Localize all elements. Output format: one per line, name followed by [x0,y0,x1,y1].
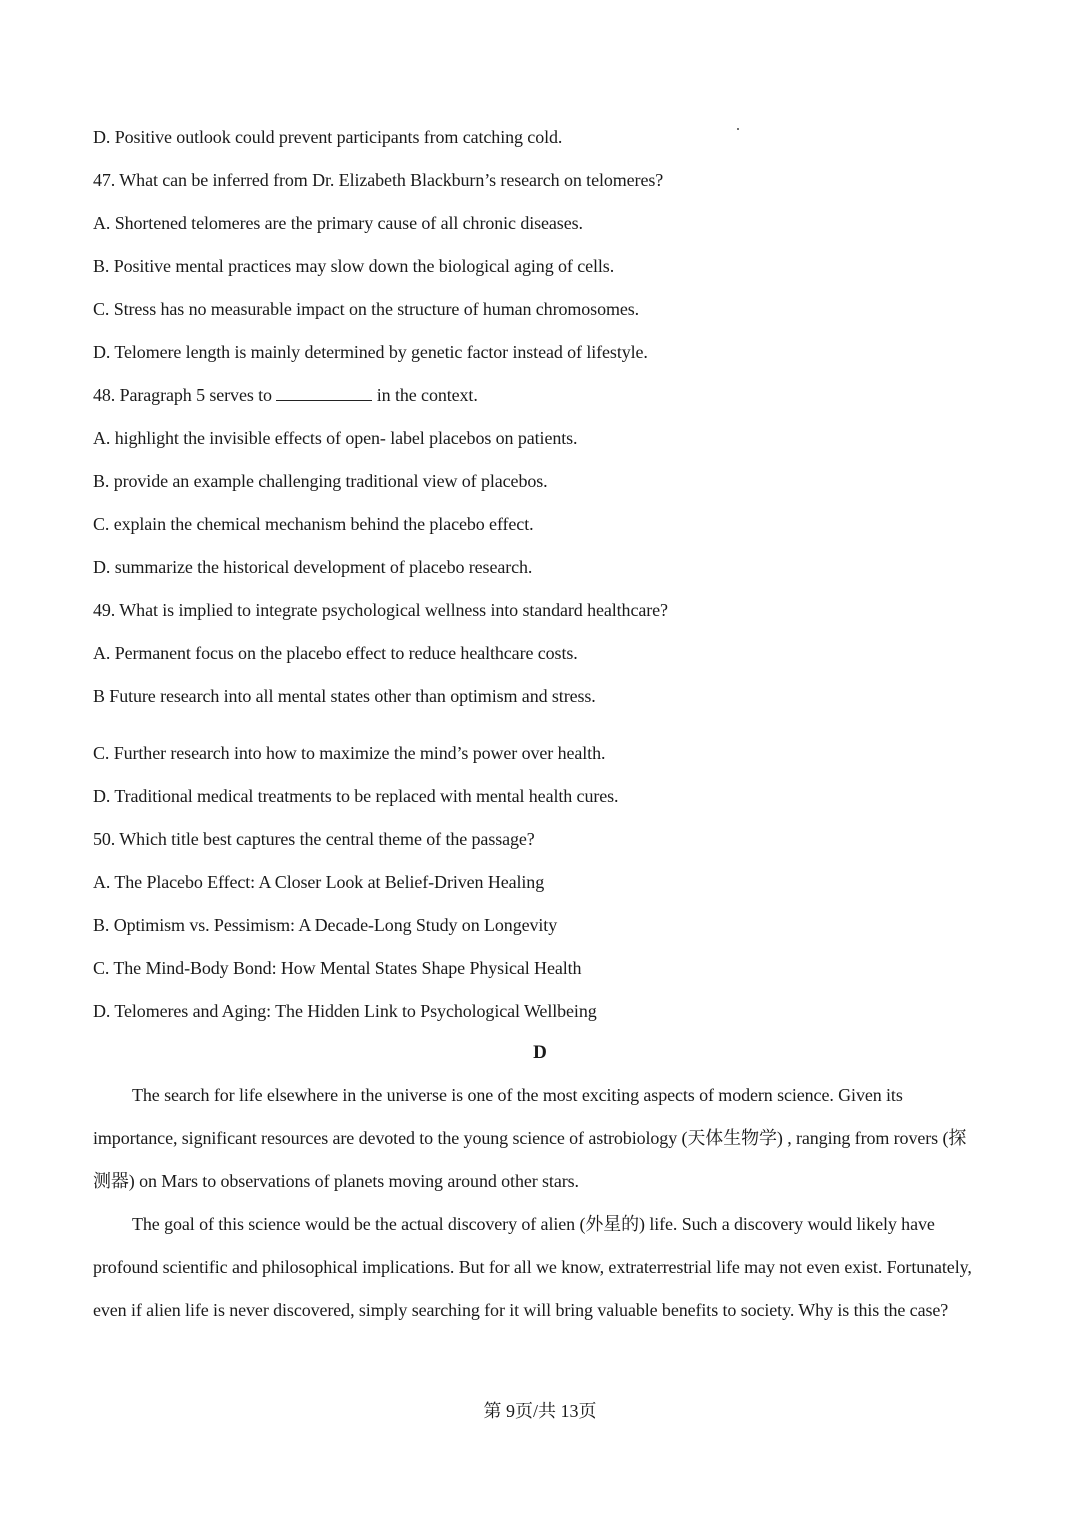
question-50: 50. Which title best captures the central theme of the passage? [93,829,535,849]
question-48-suffix: in the context. [376,385,478,405]
stray-mark [737,128,739,130]
passage-paragraph-1 [93,1074,973,1203]
passage-paragraph-1-text: The search for life elsewhere in the universe is one of the most exciting aspects of modern science. Given its importance, significant resources are devoted to the young science of astrobiology (天体生物学) , ranging from rovers (探测器) on Mars to observations of planets moving around other stars. [93,1085,967,1191]
passage-paragraph-2 [93,1203,973,1332]
answer-blank [276,384,372,401]
question-48-prefix: 48. Paragraph 5 serves to [93,385,272,405]
question-47: 47. What can be inferred from Dr. Elizabeth Blackburn’s research on telomeres? [93,170,664,190]
option-48-c: C. explain the chemical mechanism behind the placebo effect. [93,514,534,534]
passage-paragraph-2-text: The goal of this science would be the actual discovery of alien (外星的) life. Such a discovery would likely have profound scientific and philosophical implications. But for all we know, extraterrestrial life may not even exist. Fortunately, even if alien life is never discovered, simply searching for it will bring valuable benefits to society. Why is this the case? [93,1214,972,1320]
option-46-d: D. Positive outlook could prevent participants from catching cold. [93,127,563,147]
option-49-c: C. Further research into how to maximize the mind’s power over health. [93,743,606,763]
option-48-d: D. summarize the historical development of placebo research. [93,557,533,577]
question-48 [93,383,478,407]
option-49-a: A. Permanent focus on the placebo effect to reduce healthcare costs. [93,643,578,663]
question-49: 49. What is implied to integrate psychological wellness into standard healthcare? [93,600,668,620]
option-47-a: A. Shortened telomeres are the primary cause of all chronic diseases. [93,213,583,233]
option-48-a: A. highlight the invisible effects of open- label placebos on patients. [93,428,578,448]
option-48-b: B. provide an example challenging traditional view of placebos. [93,471,548,491]
option-50-a: A. The Placebo Effect: A Closer Look at Belief-Driven Healing [93,872,545,892]
option-47-b: B. Positive mental practices may slow down the biological aging of cells. [93,256,615,276]
option-50-c: C. The Mind-Body Bond: How Mental States Shape Physical Health [93,958,582,978]
option-49-d: D. Traditional medical treatments to be replaced with mental health cures. [93,786,619,806]
option-49-b: B Future research into all mental states other than optimism and stress. [93,686,596,706]
section-heading: D [533,1042,547,1063]
page-number: 第 9页/共 13页 [483,1401,597,1421]
option-50-d: D. Telomeres and Aging: The Hidden Link to Psychological Wellbeing [93,1001,597,1021]
option-47-d: D. Telomere length is mainly determined by genetic factor instead of lifestyle. [93,342,648,362]
option-50-b: B. Optimism vs. Pessimism: A Decade-Long Study on Longevity [93,915,558,935]
option-47-c: C. Stress has no measurable impact on the structure of human chromosomes. [93,299,640,319]
